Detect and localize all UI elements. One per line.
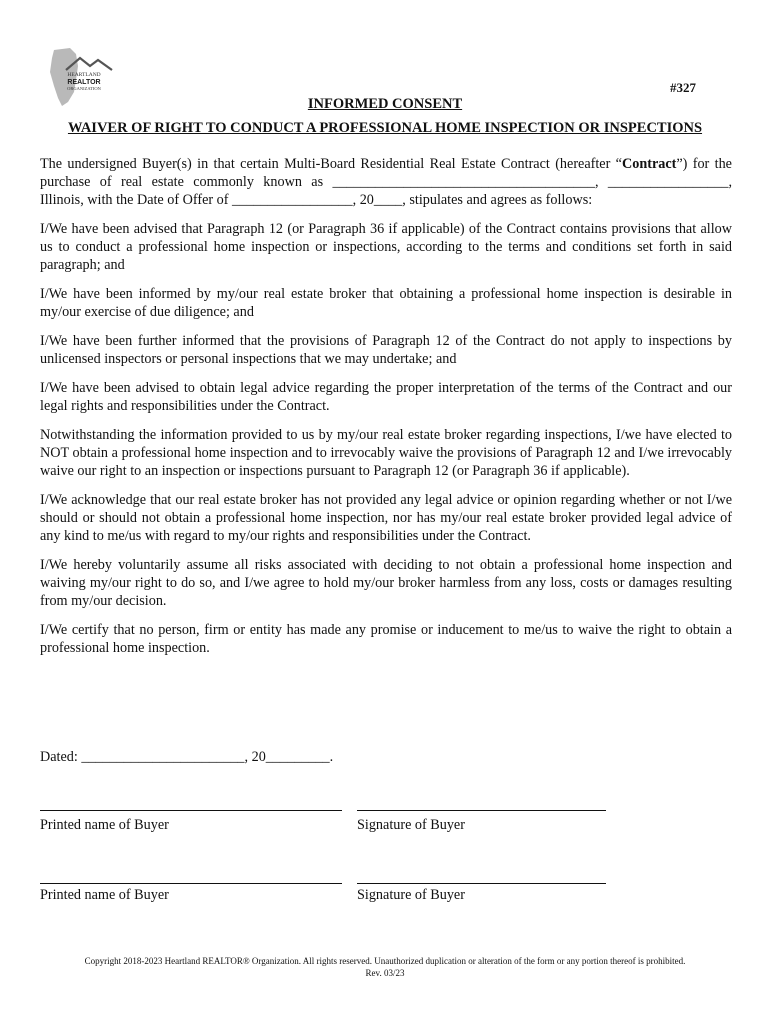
- copyright-footer: [0, 955, 770, 979]
- logo-text-line3: ORGANIZATION: [67, 86, 101, 91]
- paragraph-8: I/We certify that no person, firm or entity has made any promise or inducement to me/us to waive the right to obtain a professional home inspection.: [40, 622, 732, 656]
- signature-label-2: Signature of Buyer: [357, 887, 465, 903]
- printed-name-label-1: Printed name of Buyer: [40, 817, 169, 833]
- paragraph-6: I/We acknowledge that our real estate broker has not provided any legal advice or opinion regarding whether or not I/we should or should not obtain a professional home inspection, nor has my/our real estate broker provided legal advice of any kind to me/us with regard to my/our rights and responsibilities under the Contract.: [40, 492, 732, 544]
- paragraph-2: I/We have been informed by my/our real estate broker that obtaining a professional home inspection is desirable in my/our exercise of due diligence; and: [40, 286, 732, 320]
- document-body: [40, 155, 732, 668]
- printed-name-line-1[interactable]: [40, 810, 342, 811]
- revision-text: Rev. 03/23: [365, 968, 405, 978]
- printed-name-line-2[interactable]: [40, 883, 342, 884]
- intro-text-part1: The undersigned Buyer(s) in that certain Multi-Board Residential Real Estate Contract (hereafter “: [40, 156, 622, 172]
- logo-text-line2: REALTOR: [67, 79, 101, 86]
- signature-label-1: Signature of Buyer: [357, 817, 465, 833]
- form-number: #327: [670, 80, 696, 95]
- paragraph-7: I/We hereby voluntarily assume all risks associated with deciding to not obtain a professional home inspection and waiving my/our right to do so, and I/we agree to hold my/our broker harmless from any loss, costs or damages resulting from my/our decision.: [40, 557, 732, 609]
- document-subtitle: WAIVER OF RIGHT TO CONDUCT A PROFESSIONAL HOME INSPECTION OR INSPECTIONS: [67, 120, 703, 136]
- printed-name-label-2: Printed name of Buyer: [40, 887, 169, 903]
- logo-text-line1: HEARTLAND: [67, 72, 101, 78]
- paragraph-4: I/We have been advised to obtain legal advice regarding the proper interpretation of the terms of the Contract and our legal rights and responsibilities under the Contract.: [40, 380, 732, 414]
- dated-line[interactable]: Dated: _______________________, 20_________.: [40, 749, 334, 765]
- copyright-text: Copyright 2018-2023 Heartland REALTOR® Organization. All rights reserved. Unauthorized duplication or alteration of the form or any portion thereof is prohibited.: [84, 956, 686, 966]
- document-title: INFORMED CONSENT: [307, 96, 463, 112]
- signature-line-1[interactable]: [357, 810, 606, 811]
- intro-contract-term: Contract: [621, 156, 677, 172]
- signature-line-2[interactable]: [357, 883, 606, 884]
- intro-text-part2: ”) for the purchase of real estate commonly known as _____________________________________, _________________, Illinois, with the Date of Offer of _________________, 20____, stipulates and agrees as follows:: [40, 156, 732, 208]
- paragraph-5: Notwithstanding the information provided to us by my/our real estate broker regarding inspections, I/we have elected to NOT obtain a professional home inspection and to irrevocably waive the provisions of Paragraph 12 and I/we irrevocably waive our right to an inspection or inspections pursuant to Paragraph 12 (or Paragraph 36 if applicable).: [40, 427, 732, 479]
- paragraph-1: I/We have been advised that Paragraph 12 (or Paragraph 36 if applicable) of the Contract contains provisions that allow us to conduct a professional home inspection or inspections, according to the terms and conditions set forth in said paragraph; and: [40, 221, 732, 273]
- intro-paragraph: [40, 155, 732, 209]
- paragraph-3: I/We have been further informed that the provisions of Paragraph 12 of the Contract do not apply to inspections by unlicensed inspectors or personal inspections that we may undertake; and: [40, 333, 732, 367]
